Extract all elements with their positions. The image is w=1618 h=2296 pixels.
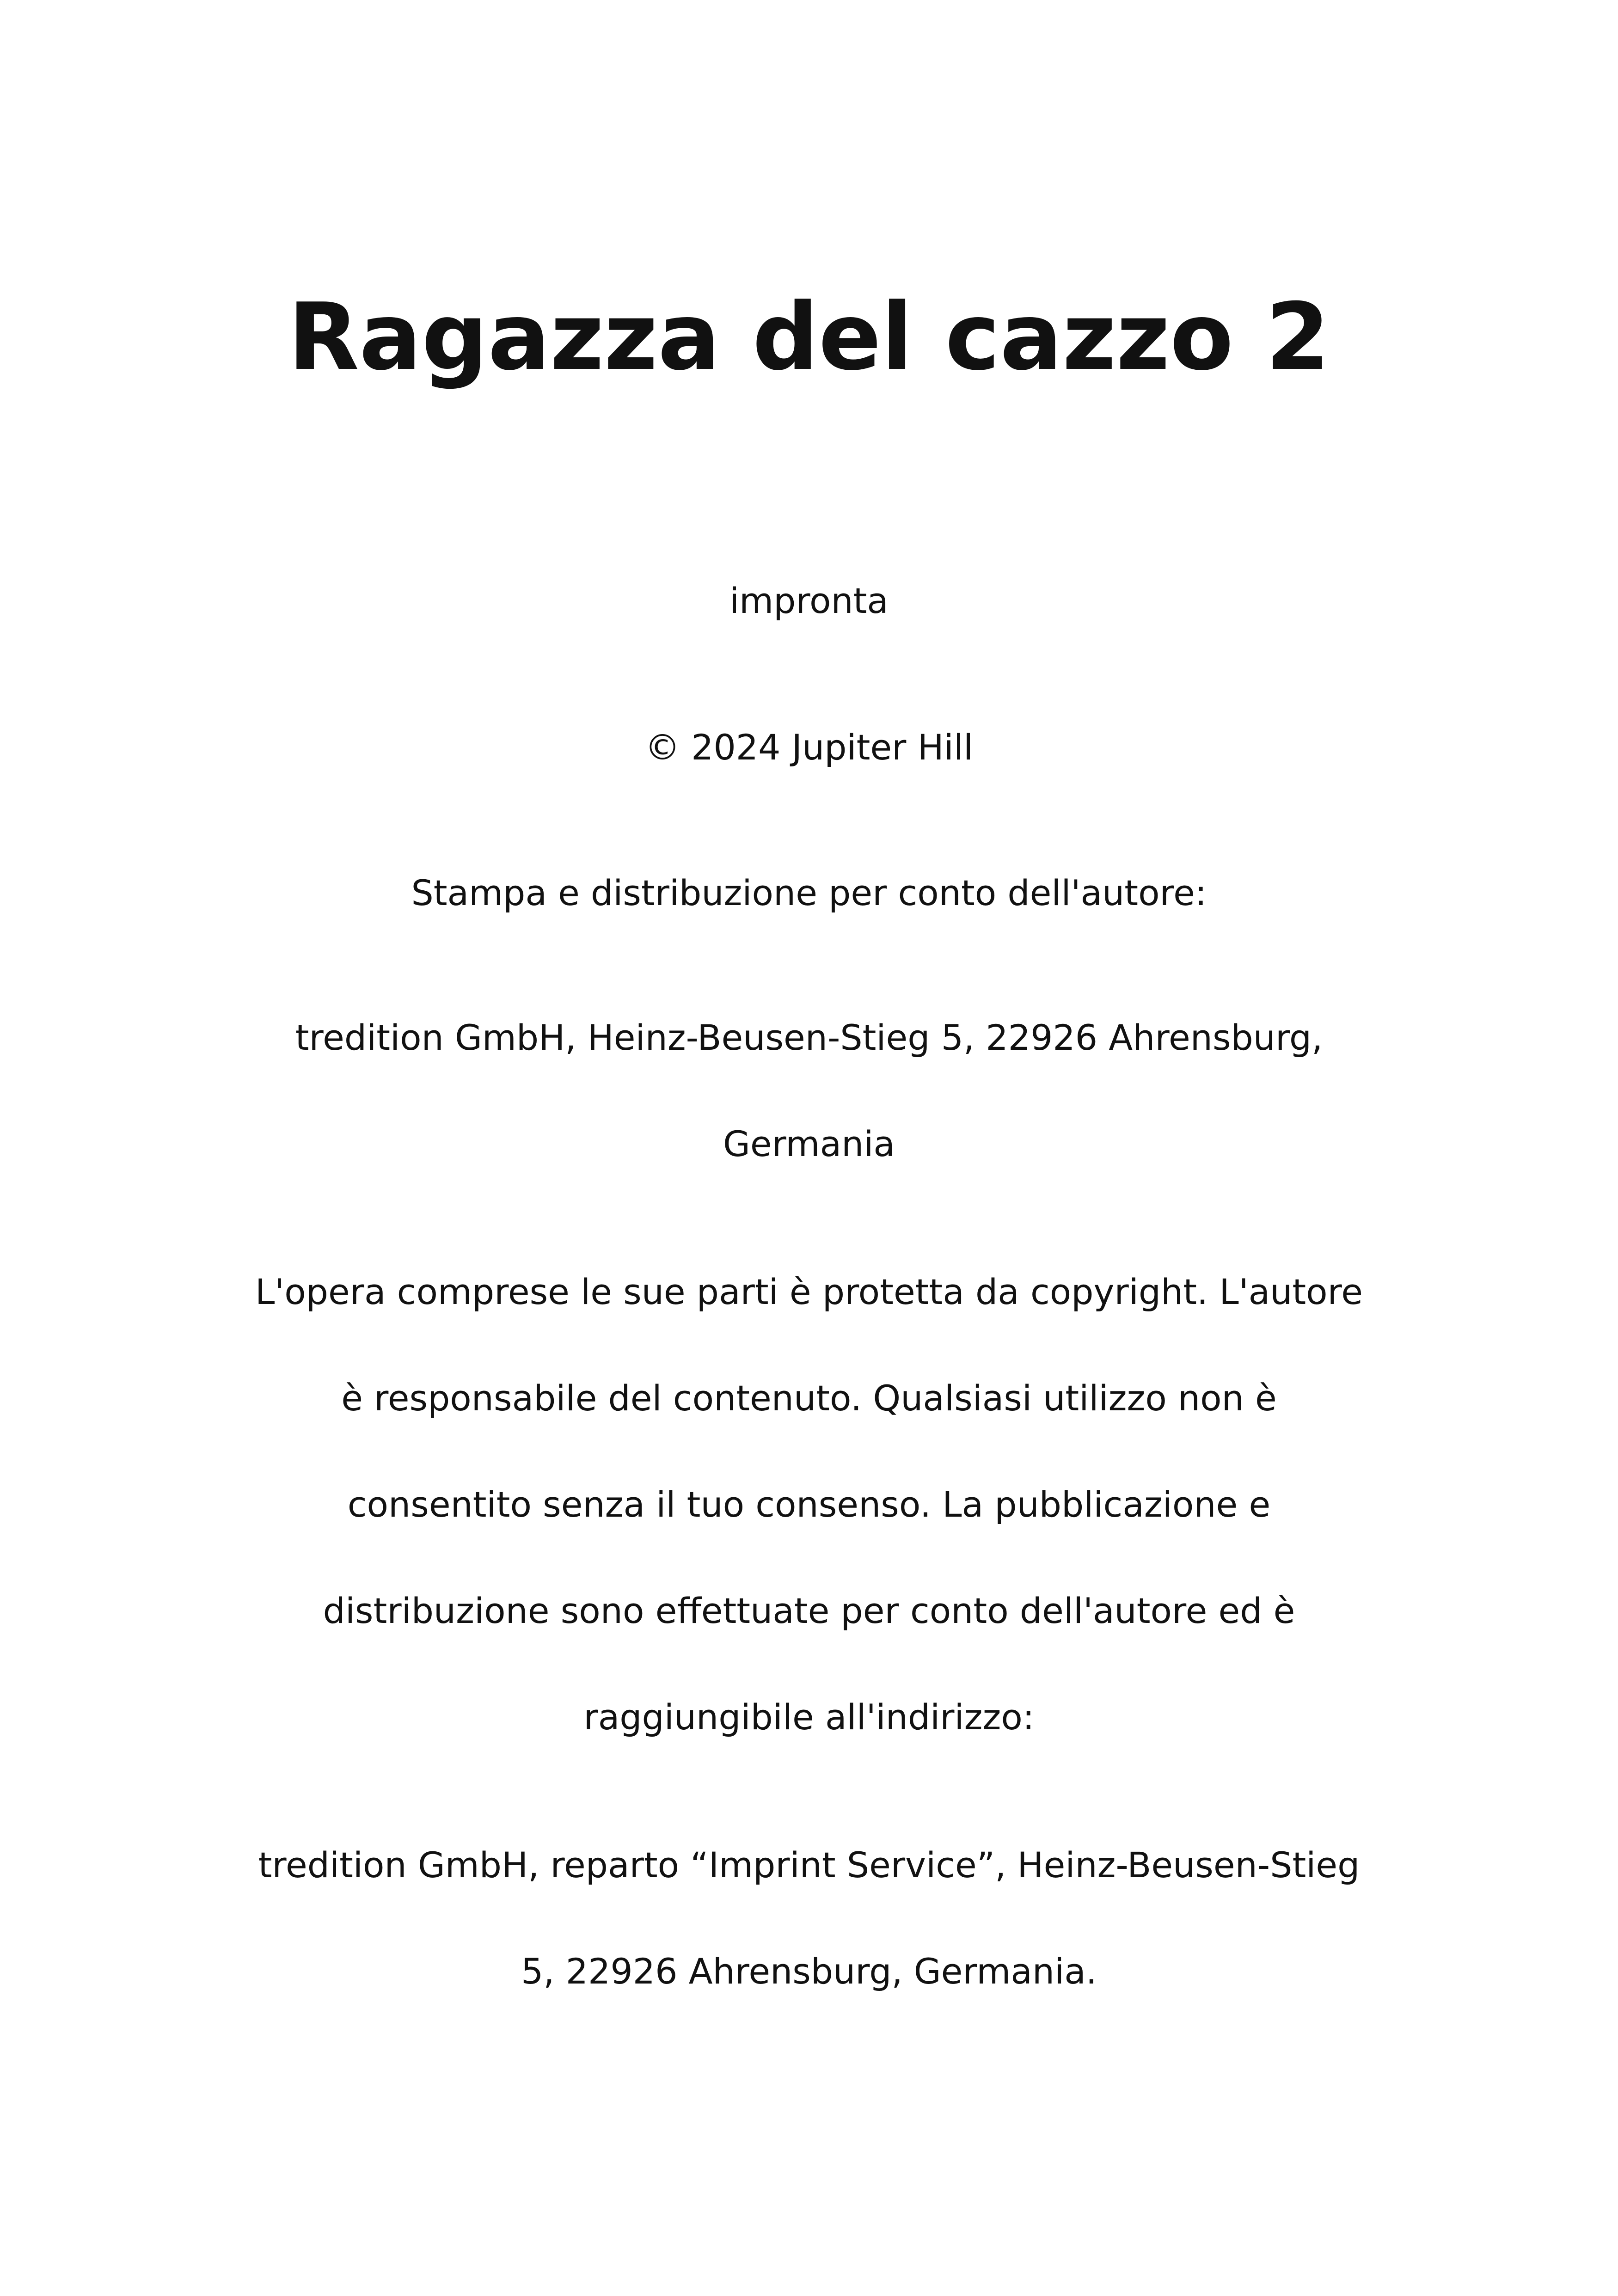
legal-notice-line: distribuzione sono effettuate per conto dell'autore ed è: [323, 1590, 1295, 1631]
copyright-line: © 2024 Jupiter Hill: [644, 727, 974, 768]
book-title: Ragazza del cazzo 2: [288, 283, 1330, 391]
publisher-address-line: tredition GmbH, Heinz-Beusen-Stieg 5, 22926 Ahrensburg,: [295, 1017, 1323, 1058]
legal-notice-line: consentito senza il tuo consenso. La pubblicazione e: [347, 1484, 1271, 1525]
contact-address-line: 5, 22926 Ahrensburg, Germania.: [521, 1951, 1097, 1992]
contact-address-line: tredition GmbH, reparto “Imprint Service”, Heinz-Beusen-Stieg: [258, 1844, 1360, 1886]
legal-notice-line: L'opera comprese le sue parti è protetta da copyright. L'autore: [255, 1271, 1363, 1312]
publisher-address-line: Germania: [723, 1123, 895, 1164]
legal-notice-line: è responsabile del contenuto. Qualsiasi utilizzo non è: [341, 1378, 1277, 1419]
legal-notice-line: raggiungibile all'indirizzo:: [583, 1696, 1035, 1738]
printing-note: Stampa e distribuzione per conto dell'autore:: [411, 872, 1207, 913]
imprint-label: impronta: [729, 580, 889, 621]
